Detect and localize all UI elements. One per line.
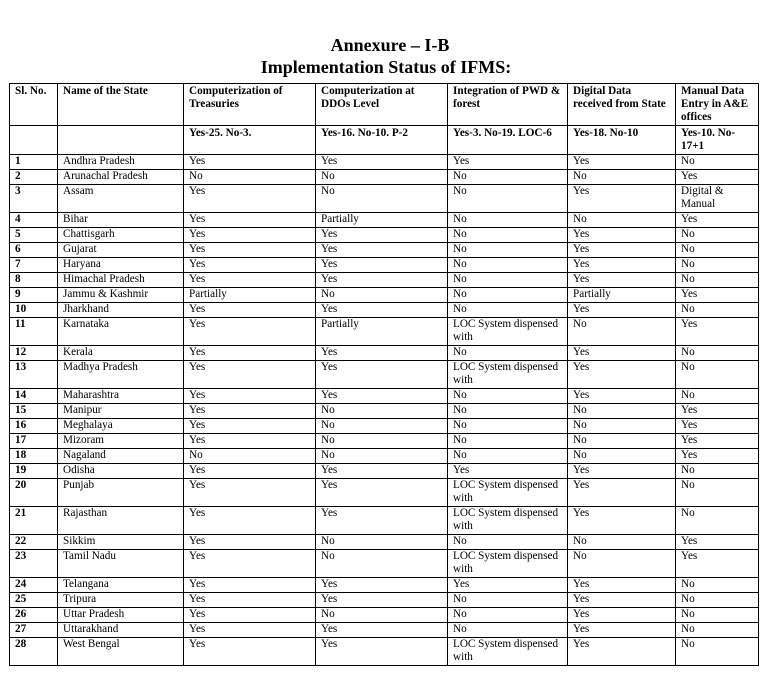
sl-no-cell: 5 — [10, 228, 58, 243]
treasuries-cell: Partially — [184, 288, 316, 303]
pwd-forest-cell: No — [448, 389, 568, 404]
state-name-cell: Haryana — [58, 258, 184, 273]
pwd-forest-cell: No — [448, 170, 568, 185]
sl-no-cell: 19 — [10, 464, 58, 479]
ddos-cell: Partially — [316, 213, 448, 228]
digital-data-cell: No — [568, 434, 676, 449]
state-name-cell: Tripura — [58, 593, 184, 608]
table-row — [10, 243, 759, 258]
manual-entry-cell: Yes — [676, 419, 759, 434]
pwd-forest-cell: No — [448, 449, 568, 464]
sl-no-cell: 8 — [10, 273, 58, 288]
manual-entry-cell: No — [676, 608, 759, 623]
ddos-cell: Yes — [316, 361, 448, 389]
manual-entry-cell: Yes — [676, 550, 759, 578]
sl-no-cell: 10 — [10, 303, 58, 318]
treasuries-cell: Yes — [184, 155, 316, 170]
treasuries-cell: No — [184, 170, 316, 185]
table-row — [10, 185, 759, 213]
ddos-cell: Yes — [316, 464, 448, 479]
sl-no-cell: 27 — [10, 623, 58, 638]
sl-no-cell: 18 — [10, 449, 58, 464]
treasuries-cell: Yes — [184, 185, 316, 213]
ddos-cell: No — [316, 434, 448, 449]
treasuries-cell: Yes — [184, 578, 316, 593]
treasuries-cell: Yes — [184, 638, 316, 666]
digital-data-cell: Yes — [568, 593, 676, 608]
column-header-ddos: Computerization at DDOs Level — [316, 84, 448, 126]
state-name-cell: Madhya Pradesh — [58, 361, 184, 389]
state-name-cell: Uttar Pradesh — [58, 608, 184, 623]
table-row — [10, 213, 759, 228]
sl-no-cell: 11 — [10, 318, 58, 346]
treasuries-cell: Yes — [184, 535, 316, 550]
state-name-cell: Karnataka — [58, 318, 184, 346]
pwd-forest-cell: No — [448, 243, 568, 258]
sl-no-cell: 23 — [10, 550, 58, 578]
column-header-sl-no: Sl. No. — [10, 84, 58, 126]
digital-data-cell: Yes — [568, 243, 676, 258]
manual-entry-cell: Yes — [676, 535, 759, 550]
digital-data-cell: No — [568, 170, 676, 185]
ddos-cell: No — [316, 449, 448, 464]
ddos-cell: Yes — [316, 623, 448, 638]
treasuries-cell: Yes — [184, 550, 316, 578]
table-row — [10, 507, 759, 535]
digital-data-cell: No — [568, 550, 676, 578]
digital-data-cell: No — [568, 449, 676, 464]
summary-row — [10, 126, 759, 155]
table-row — [10, 318, 759, 346]
digital-data-cell: Yes — [568, 507, 676, 535]
ddos-cell: No — [316, 170, 448, 185]
pwd-forest-cell: LOC System dispensed with — [448, 318, 568, 346]
ddos-cell: Yes — [316, 228, 448, 243]
state-name-cell: Andhra Pradesh — [58, 155, 184, 170]
pwd-forest-cell: LOC System dispensed with — [448, 550, 568, 578]
manual-entry-cell: No — [676, 303, 759, 318]
ddos-cell: No — [316, 608, 448, 623]
sl-no-cell: 22 — [10, 535, 58, 550]
ddos-cell: Yes — [316, 507, 448, 535]
summary-cell: Yes-10. No-17+1 — [676, 126, 759, 155]
pwd-forest-cell: No — [448, 273, 568, 288]
summary-cell: Yes-3. No-19. LOC-6 — [448, 126, 568, 155]
column-header-digital-data: Digital Data received from State — [568, 84, 676, 126]
state-name-cell: Sikkim — [58, 535, 184, 550]
digital-data-cell: Yes — [568, 389, 676, 404]
state-name-cell: Jammu & Kashmir — [58, 288, 184, 303]
digital-data-cell: Yes — [568, 578, 676, 593]
state-name-cell: Bihar — [58, 213, 184, 228]
manual-entry-cell: No — [676, 361, 759, 389]
summary-cell — [58, 126, 184, 155]
table-header-row — [10, 84, 759, 126]
manual-entry-cell: Yes — [676, 288, 759, 303]
digital-data-cell: Yes — [568, 273, 676, 288]
treasuries-cell: Yes — [184, 303, 316, 318]
manual-entry-cell: No — [676, 578, 759, 593]
sl-no-cell: 12 — [10, 346, 58, 361]
sl-no-cell: 17 — [10, 434, 58, 449]
manual-entry-cell: No — [676, 273, 759, 288]
ddos-cell: Yes — [316, 273, 448, 288]
ddos-cell: No — [316, 535, 448, 550]
state-name-cell: Meghalaya — [58, 419, 184, 434]
pwd-forest-cell: LOC System dispensed with — [448, 479, 568, 507]
state-name-cell: Arunachal Pradesh — [58, 170, 184, 185]
treasuries-cell: Yes — [184, 479, 316, 507]
column-header-pwd-forest: Integration of PWD & forest — [448, 84, 568, 126]
treasuries-cell: Yes — [184, 318, 316, 346]
state-name-cell: Punjab — [58, 479, 184, 507]
manual-entry-cell: Yes — [676, 213, 759, 228]
treasuries-cell: Yes — [184, 623, 316, 638]
treasuries-cell: Yes — [184, 608, 316, 623]
pwd-forest-cell: No — [448, 258, 568, 273]
table-row — [10, 535, 759, 550]
summary-cell: Yes-25. No-3. — [184, 126, 316, 155]
pwd-forest-cell: LOC System dispensed with — [448, 507, 568, 535]
ddos-cell: No — [316, 185, 448, 213]
treasuries-cell: Yes — [184, 273, 316, 288]
pwd-forest-cell: No — [448, 434, 568, 449]
column-header-manual-entry: Manual Data Entry in A&E offices — [676, 84, 759, 126]
manual-entry-cell: No — [676, 346, 759, 361]
pwd-forest-cell: No — [448, 623, 568, 638]
sl-no-cell: 1 — [10, 155, 58, 170]
table-row — [10, 638, 759, 666]
manual-entry-cell: Yes — [676, 318, 759, 346]
treasuries-cell: Yes — [184, 404, 316, 419]
sl-no-cell: 3 — [10, 185, 58, 213]
pwd-forest-cell: No — [448, 213, 568, 228]
table-row — [10, 623, 759, 638]
ddos-cell: Yes — [316, 479, 448, 507]
ddos-cell: Yes — [316, 593, 448, 608]
digital-data-cell: No — [568, 318, 676, 346]
digital-data-cell: Yes — [568, 258, 676, 273]
pwd-forest-cell: No — [448, 346, 568, 361]
sl-no-cell: 7 — [10, 258, 58, 273]
digital-data-cell: Yes — [568, 479, 676, 507]
manual-entry-cell: Yes — [676, 170, 759, 185]
pwd-forest-cell: No — [448, 593, 568, 608]
digital-data-cell: No — [568, 535, 676, 550]
sl-no-cell: 26 — [10, 608, 58, 623]
table-row — [10, 434, 759, 449]
table-row — [10, 578, 759, 593]
manual-entry-cell: Yes — [676, 404, 759, 419]
page-title: Annexure – I-B — [330, 35, 450, 55]
column-header-treasuries: Computerization of Treasuries — [184, 84, 316, 126]
manual-entry-cell: No — [676, 258, 759, 273]
digital-data-cell: Yes — [568, 623, 676, 638]
manual-entry-cell: No — [676, 507, 759, 535]
table-row — [10, 550, 759, 578]
table-row — [10, 170, 759, 185]
treasuries-cell: Yes — [184, 389, 316, 404]
ddos-cell: Yes — [316, 389, 448, 404]
manual-entry-cell: No — [676, 638, 759, 666]
manual-entry-cell: No — [676, 593, 759, 608]
treasuries-cell: Yes — [184, 507, 316, 535]
digital-data-cell: Yes — [568, 464, 676, 479]
table-row — [10, 389, 759, 404]
digital-data-cell: Yes — [568, 346, 676, 361]
manual-entry-cell: Yes — [676, 449, 759, 464]
state-name-cell: Jharkhand — [58, 303, 184, 318]
ddos-cell: No — [316, 419, 448, 434]
manual-entry-cell: No — [676, 243, 759, 258]
sl-no-cell: 14 — [10, 389, 58, 404]
sl-no-cell: 15 — [10, 404, 58, 419]
manual-entry-cell: No — [676, 464, 759, 479]
state-name-cell: Telangana — [58, 578, 184, 593]
ddos-cell: Yes — [316, 243, 448, 258]
pwd-forest-cell: Yes — [448, 578, 568, 593]
treasuries-cell: Yes — [184, 228, 316, 243]
state-name-cell: Assam — [58, 185, 184, 213]
table-row — [10, 449, 759, 464]
pwd-forest-cell: No — [448, 404, 568, 419]
state-name-cell: Mizoram — [58, 434, 184, 449]
treasuries-cell: Yes — [184, 593, 316, 608]
state-name-cell: Rajasthan — [58, 507, 184, 535]
title-block — [0, 34, 772, 78]
table-row — [10, 155, 759, 170]
table-row — [10, 273, 759, 288]
manual-entry-cell: Digital & Manual — [676, 185, 759, 213]
sl-no-cell: 6 — [10, 243, 58, 258]
state-name-cell: West Bengal — [58, 638, 184, 666]
state-name-cell: Himachal Pradesh — [58, 273, 184, 288]
sl-no-cell: 16 — [10, 419, 58, 434]
treasuries-cell: Yes — [184, 258, 316, 273]
pwd-forest-cell: Yes — [448, 155, 568, 170]
manual-entry-cell: No — [676, 155, 759, 170]
treasuries-cell: No — [184, 449, 316, 464]
ifms-status-table — [9, 83, 759, 666]
table-row — [10, 608, 759, 623]
sl-no-cell: 25 — [10, 593, 58, 608]
ddos-cell: No — [316, 288, 448, 303]
treasuries-cell: Yes — [184, 213, 316, 228]
state-name-cell: Uttarakhand — [58, 623, 184, 638]
summary-cell: Yes-16. No-10. P-2 — [316, 126, 448, 155]
digital-data-cell: Yes — [568, 361, 676, 389]
state-name-cell: Chattisgarh — [58, 228, 184, 243]
ddos-cell: Yes — [316, 638, 448, 666]
table-row — [10, 346, 759, 361]
treasuries-cell: Yes — [184, 434, 316, 449]
manual-entry-cell: No — [676, 228, 759, 243]
treasuries-cell: Yes — [184, 361, 316, 389]
ddos-cell: Yes — [316, 578, 448, 593]
state-name-cell: Odisha — [58, 464, 184, 479]
digital-data-cell: Yes — [568, 638, 676, 666]
sl-no-cell: 4 — [10, 213, 58, 228]
pwd-forest-cell: No — [448, 185, 568, 213]
digital-data-cell: Yes — [568, 228, 676, 243]
sl-no-cell: 28 — [10, 638, 58, 666]
digital-data-cell: Partially — [568, 288, 676, 303]
pwd-forest-cell: No — [448, 303, 568, 318]
table-row — [10, 288, 759, 303]
sl-no-cell: 20 — [10, 479, 58, 507]
sl-no-cell: 13 — [10, 361, 58, 389]
table-row — [10, 464, 759, 479]
sl-no-cell: 24 — [10, 578, 58, 593]
treasuries-cell: Yes — [184, 419, 316, 434]
ddos-cell: Yes — [316, 303, 448, 318]
state-name-cell: Tamil Nadu — [58, 550, 184, 578]
digital-data-cell: Yes — [568, 303, 676, 318]
digital-data-cell: No — [568, 419, 676, 434]
treasuries-cell: Yes — [184, 346, 316, 361]
state-name-cell: Kerala — [58, 346, 184, 361]
ddos-cell: No — [316, 550, 448, 578]
pwd-forest-cell: No — [448, 228, 568, 243]
ddos-cell: Yes — [316, 258, 448, 273]
pwd-forest-cell: No — [448, 288, 568, 303]
manual-entry-cell: No — [676, 389, 759, 404]
table-row — [10, 258, 759, 273]
digital-data-cell: No — [568, 213, 676, 228]
table-row — [10, 419, 759, 434]
summary-cell — [10, 126, 58, 155]
digital-data-cell: Yes — [568, 185, 676, 213]
table-row — [10, 404, 759, 419]
table-row — [10, 228, 759, 243]
digital-data-cell: Yes — [568, 608, 676, 623]
table-row — [10, 593, 759, 608]
column-header-state: Name of the State — [58, 84, 184, 126]
ddos-cell: Yes — [316, 346, 448, 361]
pwd-forest-cell: Yes — [448, 464, 568, 479]
table-body — [10, 126, 759, 666]
ddos-cell: Yes — [316, 155, 448, 170]
pwd-forest-cell: LOC System dispensed with — [448, 638, 568, 666]
sl-no-cell: 9 — [10, 288, 58, 303]
table-row — [10, 361, 759, 389]
manual-entry-cell: No — [676, 623, 759, 638]
state-name-cell: Nagaland — [58, 449, 184, 464]
state-name-cell: Manipur — [58, 404, 184, 419]
page-subtitle: Implementation Status of IFMS: — [260, 57, 512, 77]
ddos-cell: Partially — [316, 318, 448, 346]
table-row — [10, 303, 759, 318]
digital-data-cell: Yes — [568, 155, 676, 170]
manual-entry-cell: No — [676, 479, 759, 507]
treasuries-cell: Yes — [184, 464, 316, 479]
summary-cell: Yes-18. No-10 — [568, 126, 676, 155]
sl-no-cell: 21 — [10, 507, 58, 535]
pwd-forest-cell: No — [448, 419, 568, 434]
state-name-cell: Gujarat — [58, 243, 184, 258]
pwd-forest-cell: No — [448, 535, 568, 550]
table-row — [10, 479, 759, 507]
sl-no-cell: 2 — [10, 170, 58, 185]
pwd-forest-cell: LOC System dispensed with — [448, 361, 568, 389]
treasuries-cell: Yes — [184, 243, 316, 258]
manual-entry-cell: Yes — [676, 434, 759, 449]
digital-data-cell: No — [568, 404, 676, 419]
ddos-cell: No — [316, 404, 448, 419]
state-name-cell: Maharashtra — [58, 389, 184, 404]
pwd-forest-cell: No — [448, 608, 568, 623]
